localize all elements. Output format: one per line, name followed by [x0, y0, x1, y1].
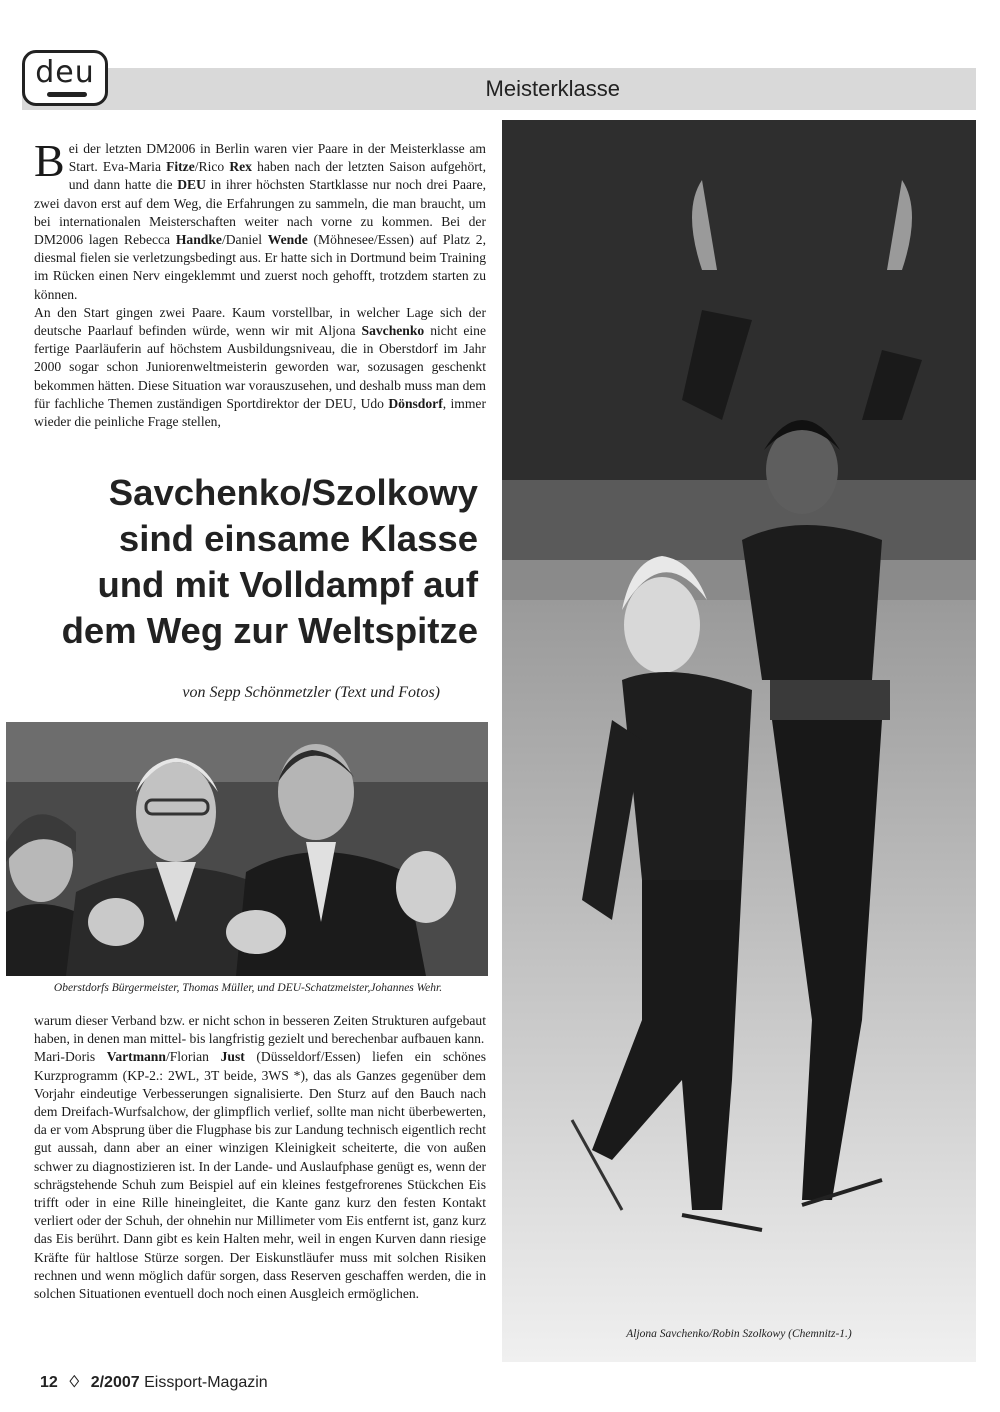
logo-text: deu	[35, 55, 95, 90]
paragraph-2-text: An den Start gingen zwei Paare. Kaum vorstellbar, in welcher Lage sich der deutsche Paarlauf befinden würde, wenn wir mit Aljona Savchenko nicht eine fertige Paarläuferin auf höchstem Ausbildungsniveau, die in Oberstdorf im Jahr 2000 sogar schon Juniorenweltmeisterin geworden war, sozusagen geschenkt bekommen hätten. Diese Situation war vorauszusehen, und deshalb muss man dem für fachliche Themen zuständigen Sportdirektor der DEU, Udo Dönsdorf, immer wieder die peinliche Frage stellen,	[34, 304, 486, 430]
paragraph-3	[34, 1012, 486, 1048]
headline-line: dem Weg zur Weltspitze	[61, 610, 478, 651]
bold-name: DEU	[177, 177, 206, 193]
bold-name: Savchenko	[361, 323, 425, 339]
bold-name: Handke	[175, 232, 222, 248]
drop-cap: B	[34, 135, 65, 186]
section-title: Meisterklasse	[485, 76, 620, 101]
photo-skating-pair-illustration	[502, 120, 976, 1362]
magazine-logo-icon: ♢	[67, 1374, 82, 1391]
page-footer	[40, 1372, 268, 1392]
article-column-top	[34, 135, 487, 431]
headline-line: sind einsame Klasse	[118, 518, 478, 559]
photo-caption-officials: Oberstdorfs Bürgermeister, Thomas Müller, und DEU-Schatzmeister,Johannes Wehr.	[53, 982, 443, 994]
paragraph-4-text: Mari-Doris Vartmann/Florian Just (Düsseldorf/Essen) liefen ein schönes Kurzprogramm (KP-2.: 2WL, 3T beide, 3WS *), das als Ganzes gegenüber dem Vorjahr eindeutige Verbesserungen signalisierte. Den Sturz auf den Bauch nach dem Dreifach-Wurfsalchow, der glimpflich verlief, sollte man nicht überbewerten, da er vom Absprung über die Flugphase bis zur Landung technisch eigentlich recht gut aussah, dann aber an einer winzigen Kleinigkeit scheiterte, die von außen schwer zu diagnostizieren ist. In der Lande- und Auslaufphase genügt es, wenn der schrägstehende Schuh zum Beispiel auf ein kleines festgefrorenes Stückchen Eis trifft oder in eine Rille hineingleitet, die Kante ganz kurz den festen Kontakt verliert oder der Schuh, der ohnehin nur Millimeter vom Eis entfernt ist, ganz kurz das Eis berührt. Dann gibt es kein Halten mehr, weil in engen Kurven dann riesige Kräfte für haltlose Stürze sorgen. Der Eiskunstläufer muss mit solchen Risiken rechnen und wenn möglich dafür sorgen, dass Reserven geschaffen werden, die in solchen Situationen eventuell doch noch einen Ausgleich ermöglichen.	[34, 1049, 486, 1302]
magazine-name: Eissport-Magazin	[144, 1374, 268, 1391]
logo-underline-icon	[47, 92, 87, 97]
headline-line: Savchenko/Szolkowy	[108, 472, 478, 513]
photo-officials-applauding	[6, 722, 488, 976]
bold-name: Vartmann	[106, 1049, 166, 1065]
paragraph-1	[34, 135, 487, 304]
article-column-bottom	[34, 1012, 486, 1303]
photo-officials-illustration	[6, 722, 488, 976]
photo-caption-skaters: Aljona Savchenko/Robin Szolkowy (Chemnitz-1.)	[626, 1328, 852, 1340]
page-number: 12	[40, 1374, 58, 1391]
paragraph-1-text: ei der letzten DM2006 in Berlin waren vier Paare in der Meisterklasse am Start. Eva-Maria Fitze/Rico Rex haben nach der letzten Saison aufgehört, und dann hatte die DEU in ihrer höchsten Startklasse nur noch drei Paare, zwei davon erst auf dem Weg, die Erfahrungen zu sammeln, die man braucht, um bei internationalen Meisterschaften weiter nach vorne zu kommen. Bei der DM2006 lagen Rebecca Handke/Daniel Wende (Möhnesee/Essen) auf Platz 2, diesmal fielen sie verletzungsbedingt aus. Er hatte sich in Dortmund beim Training im Rücken einen Nerv eingeklemmt und zuerst noch gehofft, trotzdem starten zu können.	[34, 141, 487, 302]
headline	[0, 470, 478, 654]
byline: von Sepp Schönmetzler (Text und Fotos)	[182, 684, 440, 701]
bold-name: Dönsdorf	[388, 395, 443, 411]
issue-number: 2/2007	[90, 1374, 140, 1391]
bold-name: Rex	[229, 159, 252, 175]
headline-line: und mit Volldampf auf	[97, 564, 478, 605]
paragraph-4	[34, 1048, 486, 1303]
bold-name: Just	[220, 1049, 245, 1065]
paragraph-3-text: warum dieser Verband bzw. er nicht schon in besseren Zeiten Strukturen aufgebaut haben, in denen man mittel- bis langfristig gezielt und berechenbar aufbauen kann.	[34, 1013, 486, 1047]
paragraph-2	[34, 304, 486, 431]
deu-logo	[22, 50, 108, 106]
bold-name: Fitze	[166, 159, 195, 175]
bold-name: Wende	[267, 232, 308, 248]
photo-skating-pair	[502, 120, 976, 1362]
